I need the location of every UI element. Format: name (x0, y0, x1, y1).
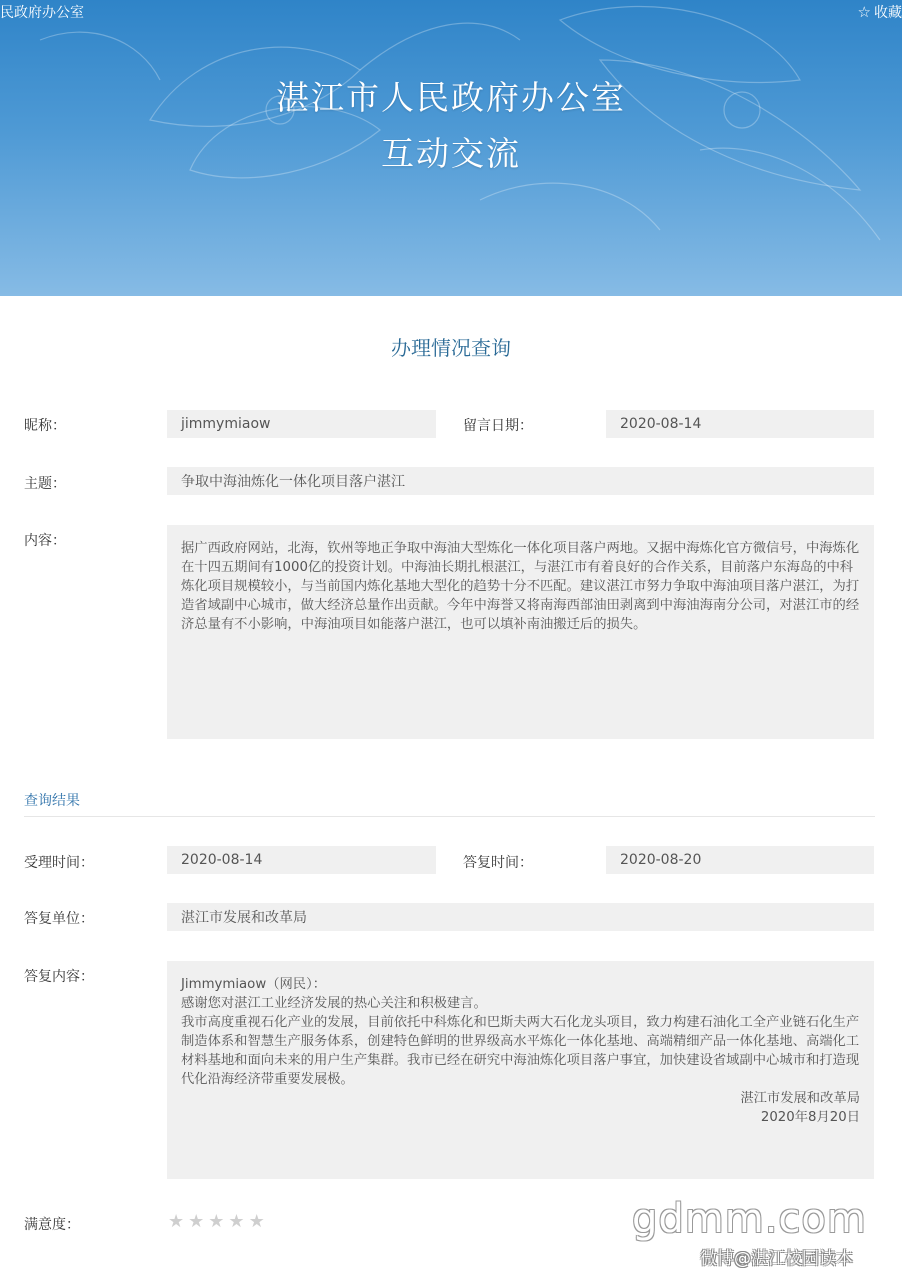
banner-subtitle: 互动交流 (381, 134, 521, 173)
accept-time-field: 2020-08-14 (167, 846, 436, 874)
accept-time-label: 受理时间： (24, 855, 94, 871)
reply-unit-label: 答复单位： (24, 911, 94, 927)
satisfaction-rating[interactable] (168, 1213, 265, 1231)
reply-line: 感谢您对湛江工业经济发展的热心关注和积极建言。 (181, 996, 487, 1011)
reply-signature-unit: 湛江市发展和改革局 (740, 1091, 860, 1106)
result-heading: 查询结果 (24, 793, 80, 809)
reply-time-label: 答复时间： (463, 855, 533, 871)
nickname-label: 昵称： (24, 418, 66, 434)
subject-label: 主题： (24, 476, 66, 492)
banner-title: 湛江市人民政府办公室 (276, 78, 626, 117)
nickname-field: jimmymiaow (167, 410, 436, 438)
section-title: 办理情况查询 (391, 336, 511, 360)
reply-content-field (167, 961, 874, 1179)
site-watermark: gdmm.com (632, 1196, 867, 1242)
star-icon[interactable]: ★ (188, 1211, 205, 1232)
favorite-label: 收藏 (874, 5, 902, 21)
reply-time-field: 2020-08-20 (606, 846, 874, 874)
star-outline-icon: ☆ (857, 2, 871, 21)
star-icon[interactable]: ★ (248, 1211, 265, 1232)
star-icon[interactable]: ★ (168, 1211, 185, 1232)
weibo-watermark: 微博@湛江校园读本 (700, 1249, 853, 1269)
reply-unit-field: 湛江市发展和改革局 (167, 903, 874, 931)
divider (24, 816, 875, 817)
reply-greeting: Jimmymiaow（网民）： (181, 977, 327, 992)
content-field: 据广西政府网站，北海，钦州等地正争取中海油大型炼化一体化项目落户两地。又据中海炼化官方微信号，中海炼化在十四五期间有1000亿的投资计划。中海油长期扎根湛江，与湛江市有着良好的合作关系，目前落户东海岛的中科炼化项目规模较小，与当前国内炼化基地大型化的趋势十分不匹配。建议湛江市努力争取中海油项目落户湛江，为打造省域副中心城市，做大经济总量作出贡献。今年中海誉又将南海西部油田剥离到中海油海南分公司，对湛江市的经济总量有不小影响，中海油项目如能落户湛江，也可以填补南油搬迁后的损失。 (167, 525, 874, 739)
site-name[interactable]: 民政府办公室 (0, 5, 84, 21)
content-label: 内容： (24, 533, 66, 549)
star-icon[interactable]: ★ (208, 1211, 225, 1232)
subject-field: 争取中海油炼化一体化项目落户湛江 (167, 467, 874, 495)
reply-content-label: 答复内容： (24, 969, 94, 985)
date-label: 留言日期： (463, 418, 533, 434)
header-banner (0, 0, 902, 296)
satisfaction-label: 满意度： (24, 1217, 80, 1233)
reply-line: 我市高度重视石化产业的发展，目前依托中科炼化和巴斯夫两大石化龙头项目，致力构建石油化工全产业链石化生产制造体系和智慧生产服务体系，创建特色鲜明的世界级高水平炼化一体化基地、高端精细产品一体化基地、高端化工材料基地和面向未来的用户生产集群。我市已经在研究中海油炼化项目落户事宜，加快建设省域副中心城市和打造现代化沿海经济带重要发展极。 (181, 1015, 860, 1087)
favorite-button[interactable] (858, 2, 902, 22)
reply-signature-date: 2020年8月20日 (760, 1110, 860, 1125)
date-field: 2020-08-14 (606, 410, 874, 438)
star-icon[interactable]: ★ (228, 1211, 245, 1232)
